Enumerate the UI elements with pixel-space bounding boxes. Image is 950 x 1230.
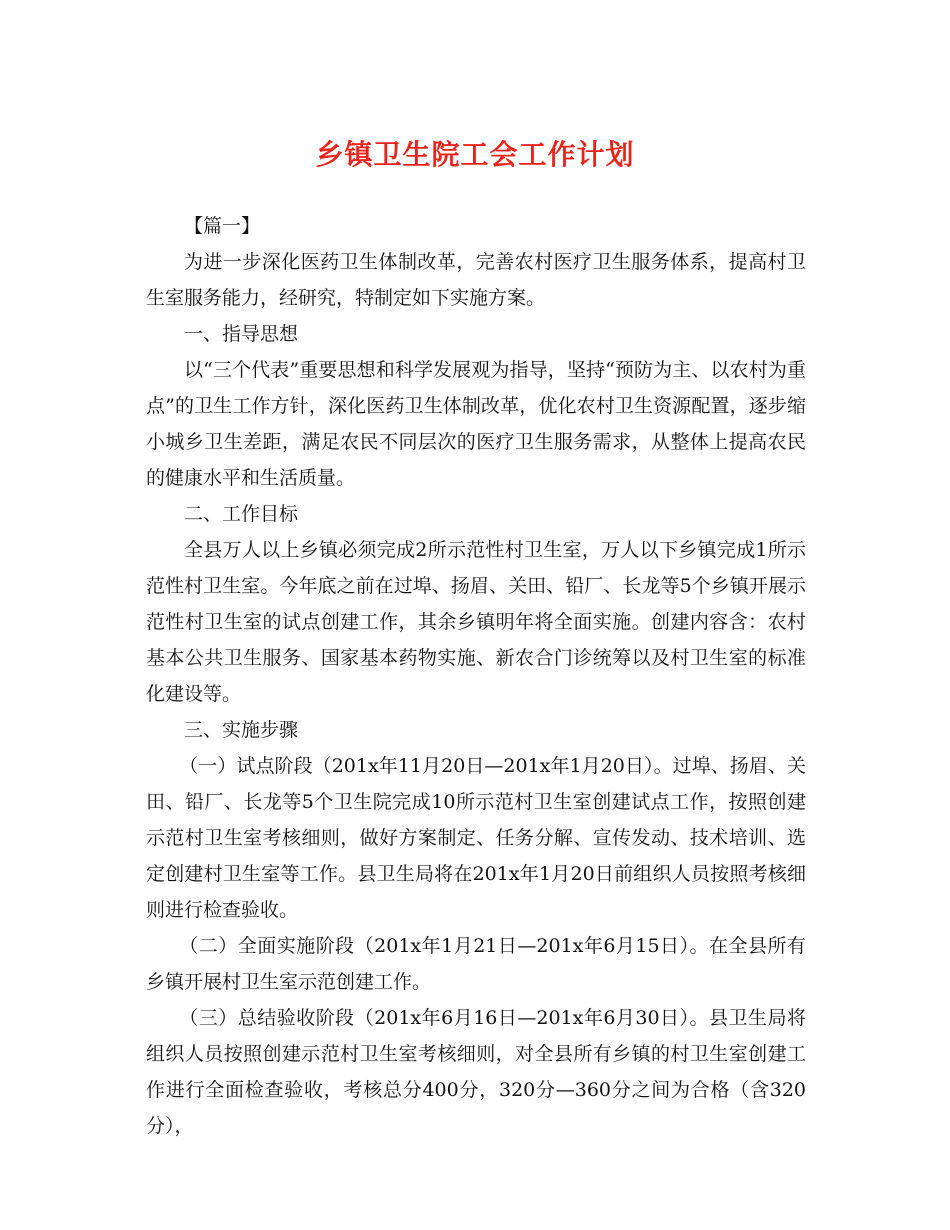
step-paragraph: （二）全面实施阶段（201x年1月21日—201x年6月15日）。在全县所有乡镇开展村卫生室示范创建工作。 <box>146 935 806 993</box>
step-paragraph: （三）总结验收阶段（201x年6月16日—201x年6月30日）。县卫生局将组织人员按照创建示范村卫生室考核细则，对全县所有乡镇的村卫生室创建工作进行全面检查验收，考核总分400分，320分—360分之间为合格（含320分）， <box>146 1007 806 1137</box>
body-paragraph: 全县万人以上乡镇必须完成2所示范性村卫生室，万人以下乡镇完成1所示范性村卫生室。今年底之前在过埠、扬眉、关田、铅厂、长龙等5个乡镇开展示范性村卫生室的试点创建工作，其余乡镇明年将全面实施。创建内容含：农村基本公共卫生服务、国家基本药物实施、新农合门诊统筹以及村卫生室的标准化建设等。 <box>146 539 806 705</box>
section-heading: 三、实施步骤 <box>184 719 299 741</box>
body-paragraph: 以“三个代表”重要思想和科学发展观为指导，坚持“预防为主、以农村为重点”的卫生工作方针，深化医药卫生体制改革，优化农村卫生资源配置，逐步缩小城乡卫生差距，满足农民不同层次的医疗卫生服务需求，从整体上提高农民的健康水平和生活质量。 <box>146 359 806 489</box>
section-heading: 二、工作目标 <box>184 503 299 525</box>
intro-paragraph: 为进一步深化医药卫生体制改革，完善农村医疗卫生服务体系，提高村卫生室服务能力，经研究，特制定如下实施方案。 <box>146 251 806 309</box>
document-body <box>146 208 806 1144</box>
document-title: 乡镇卫生院工会工作计划 <box>315 138 635 171</box>
section-heading: 一、指导思想 <box>184 323 299 345</box>
section-label: 【篇一】 <box>184 215 261 237</box>
step-paragraph: （一）试点阶段（201x年11月20日—201x年1月20日）。过埠、扬眉、关田、铅厂、长龙等5个卫生院完成10所示范村卫生室创建试点工作，按照创建示范村卫生室考核细则，做好方案制定、任务分解、宣传发动、技术培训、选定创建村卫生室等工作。县卫生局将在201x年1月20日前组织人员按照考核细则进行检查验收。 <box>146 755 806 921</box>
